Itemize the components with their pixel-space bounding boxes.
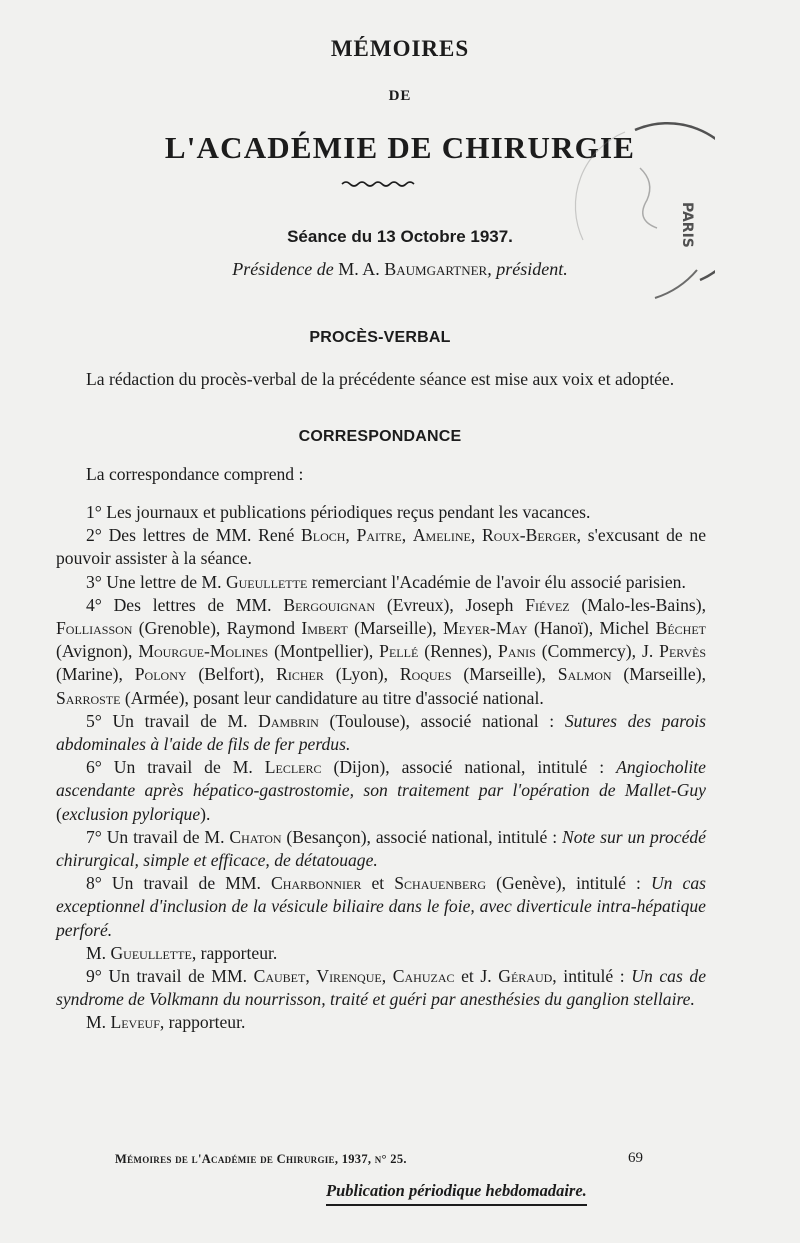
person-name: Pellé — [379, 641, 419, 662]
person-name: Béchet — [655, 618, 706, 639]
text-span: 4° Des lettres de MM. — [86, 594, 284, 615]
rapporteur-line — [56, 942, 706, 965]
presidence-name-prefix: M. A. — [338, 259, 385, 279]
person-name: Cahuzac — [392, 966, 455, 987]
text-span: (Toulouse), associé national : — [318, 710, 565, 731]
list-item — [56, 594, 706, 710]
text-span: , — [381, 966, 393, 987]
text-span: (Belfort), — [186, 664, 277, 685]
text-span: (Montpellier), — [268, 641, 380, 662]
wavy-rule-ornament — [340, 178, 420, 190]
text-span: 8° Un travail de MM. — [86, 873, 271, 894]
text-span: (Marseille), — [451, 664, 558, 685]
library-stamp-icon — [565, 120, 715, 310]
proces-verbal-text — [56, 368, 706, 391]
heading-correspondance: CORRESPONDANCE — [298, 428, 462, 445]
text-span: , — [345, 525, 357, 546]
person-name: Folliasson — [56, 618, 133, 639]
person-name: Bloch — [301, 525, 346, 546]
page-number: 69 — [628, 1150, 643, 1166]
person-name: Meyer-May — [443, 618, 528, 639]
person-name: Géraud — [498, 966, 553, 987]
list-item — [56, 756, 706, 826]
text-span: 7° Un travail de M. — [86, 826, 230, 847]
seance-date: Séance du 13 Octobre 1937. — [287, 227, 513, 246]
person-name: Polony — [134, 664, 187, 685]
text-span: ). — [200, 803, 211, 824]
title-academie: L'ACADÉMIE DE CHIRURGIE — [164, 130, 636, 165]
work-title: exclusion pylorique — [61, 803, 201, 824]
text-span: (Marseille), — [611, 664, 706, 685]
text-span: (Commercy), J. — [535, 641, 660, 662]
text-span: (Marine), — [56, 664, 135, 685]
text-span: 5° Un travail de M. — [86, 710, 259, 731]
correspondance-intro-paragraph: La correspondance comprend : — [86, 464, 304, 484]
work-title: Angiocholite ascendante après hépatico-gastrostomie, son traitement par l'opération de Mallet-Guy — [56, 757, 706, 801]
list-item — [56, 826, 706, 872]
list-item: 1° Les journaux et publications périodiques reçus pendant les vacances. — [86, 502, 591, 522]
work-title: Un cas exceptionnel d'inclusion de la vésicule biliaire dans le foie, avec diverticule intra-hépatique perforé. — [56, 873, 707, 940]
text-span: , — [470, 525, 482, 546]
text-span: , s'excusant de ne pouvoir assister à la séance. — [56, 525, 707, 569]
person-name: Schauenberg — [394, 873, 487, 894]
stamp-text: PARIS — [679, 202, 695, 248]
person-name: Paitre — [356, 525, 402, 546]
rapporteur-line — [56, 1011, 706, 1034]
person-name: Pervès — [659, 641, 706, 662]
text-span: remerciant l'Académie de l'avoir élu associé parisien. — [307, 571, 686, 592]
person-name: Panis — [498, 641, 536, 662]
heading-proces-verbal: PROCÈS-VERBAL — [309, 329, 451, 346]
list-item — [56, 965, 706, 1011]
text-span: , rapporteur. — [159, 1012, 246, 1033]
text-span: M. — [86, 1012, 111, 1033]
text-span: (Avignon), — [56, 641, 139, 662]
person-name: Salmon — [557, 664, 612, 685]
text-span: , intitulé : — [552, 966, 632, 987]
text-span: , — [401, 525, 413, 546]
text-span: 3° Une lettre de M. — [86, 571, 226, 592]
person-name: Roques — [399, 664, 452, 685]
person-name: Mourgue-Molines — [138, 641, 269, 662]
running-footer: Mémoires de l'Académie de Chirurgie, 1937, n° 25. — [115, 1152, 407, 1166]
text-span: (Besançon), associé national, intitulé : — [281, 826, 562, 847]
list-item — [56, 524, 706, 570]
person-name: Roux-Berger — [482, 525, 577, 546]
text-span: ( — [56, 803, 62, 824]
person-name: Imbert — [301, 618, 348, 639]
proces-verbal-paragraph: La rédaction du procès-verbal de la précédente séance est mise aux voix et adoptée. — [86, 369, 675, 389]
text-span: et — [361, 873, 395, 894]
person-name: Virenque — [316, 966, 382, 987]
text-span: , — [305, 966, 317, 987]
title-de: DE — [388, 88, 412, 104]
president-name: Baumgartner — [384, 259, 488, 279]
person-name: Chaton — [229, 826, 282, 847]
person-name: Richer — [276, 664, 324, 685]
person-name: Gueullette — [225, 571, 308, 592]
list-item — [56, 571, 706, 594]
text-span: (Lyon), — [323, 664, 400, 685]
person-name: Leveuf — [110, 1012, 160, 1033]
text-span: (Hanoï), Michel — [527, 618, 656, 639]
correspondance-items — [56, 501, 706, 1035]
person-name: Bergouignan — [283, 594, 376, 615]
list-item — [56, 872, 706, 942]
presidence-prefix: Présidence de — [232, 259, 339, 279]
text-span: 2° Des lettres de MM. René — [86, 525, 302, 546]
work-title: Note sur un procédé chirurgical, simple et efficace, de détatouage. — [56, 826, 706, 871]
text-span: M. — [86, 942, 111, 963]
person-name: Ameline — [412, 525, 471, 546]
text-span: (Grenoble), Raymond — [132, 618, 302, 639]
text-span: et J. — [454, 966, 499, 987]
presidence-suffix: , président. — [487, 259, 568, 279]
person-name: Caubet — [253, 966, 306, 987]
person-name: Charbonnier — [270, 873, 362, 894]
title-memoires: MÉMOIRES — [330, 36, 470, 61]
text-span: 6° Un travail de M. — [86, 757, 265, 778]
text-span: (Dijon), associé national, intitulé : — [321, 757, 617, 778]
correspondance-intro — [56, 463, 706, 486]
person-name: Leclerc — [264, 757, 322, 778]
text-span: 9° Un travail de MM. — [86, 966, 254, 987]
text-span: (Rennes), — [418, 641, 499, 662]
work-title: Sutures des parois abdominales à l'aide de fils de fer perdus. — [56, 710, 706, 755]
text-span: (Marseille), — [347, 618, 444, 639]
text-span: , rapporteur. — [191, 942, 278, 963]
text-span: (Armée), posant leur candidature au titre d'associé national. — [120, 687, 544, 708]
publication-note: Publication périodique hebdomadaire. — [326, 1181, 587, 1206]
work-title: Un cas de syndrome de Volkmann du nourrisson, traité et guéri par anesthésies du ganglion stellaire. — [56, 966, 707, 1010]
person-name: Sarroste — [56, 687, 121, 708]
text-span: (Evreux), Joseph — [375, 594, 526, 615]
list-item — [56, 710, 706, 756]
text-span: (Genève), intitulé : — [486, 873, 651, 894]
person-name: Fiévez — [525, 594, 570, 615]
person-name: Gueullette — [110, 942, 192, 963]
text-span: (Malo-les-Bains), — [569, 594, 706, 615]
person-name: Dambrin — [258, 710, 319, 731]
